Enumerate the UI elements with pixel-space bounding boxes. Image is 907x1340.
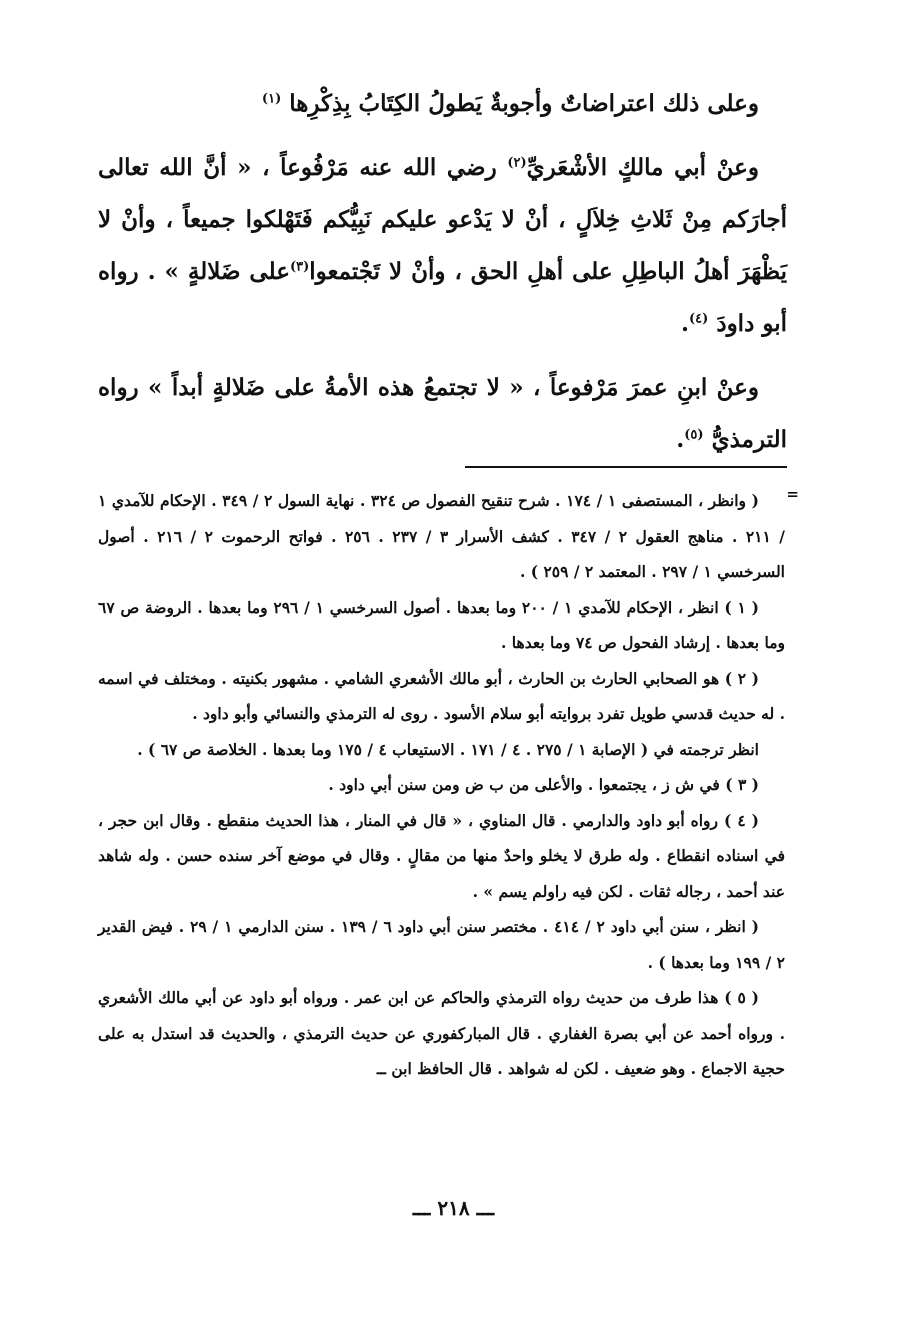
- footnote-continuation: ( وانظر ، المستصفى ١ / ١٧٤ . شرح تنقيح الفصول ص ٣٢٤ . نهاية السول ٢ / ٣٤٩ . الإحكام للآمدي ١ / ٢١١ . مناهج العقول ٢ / ٣٤٧ . كشف الأسرار ٣ / ٢٣٧ . ٢٥٦ . فواتح الرحموت ٢ / ٢١٦ . أصول السرخسي ١ / ٢٩٧ . المعتمد ٢ / ٢٥٩ ) .: [98, 491, 785, 581]
- footnote-ref-1: (١): [261, 91, 282, 107]
- footnote-4: ( ٤ ) رواه أبو داود والدارمي . قال المناوي ، « قال في المنار ، هذا الحديث منقطع . وقال ابن حجر ، في اسناده انقطاع . وله طرق لا يخلو واحدٌ منها من مقالٍ . وقال في موضع آخر سنده حسن . وله شاهد عند أحمد ، رجاله ثقات . لكن فيه راولم يسم » .: [98, 810, 785, 901]
- page-number: ـــ ٢١٨ ـــ: [412, 1196, 495, 1220]
- main-text: [98, 78, 787, 478]
- footnote-4-sources: ( انظر ، سنن أبي داود ٢ / ٤١٤ . مختصر سنن أبي داود ٦ / ١٣٩ . سنن الدارمي ١ / ٢٩ . فيض القدير ٢ / ١٩٩ وما بعدها ) .: [98, 917, 785, 972]
- footnote-ref-4: (٤): [689, 311, 709, 327]
- paragraph-text: وعلى ذلك اعتراضاتٌ وأجوبةٌ يَطولُ الكِتَابُ بِذِكْرِها: [289, 90, 759, 117]
- paragraph-text: رضي الله عنه مَرْفُوعاً ، « أنَّ الله تعالى أجارَكم مِنْ ثَلاثِ خِلاَلٍ ، أنْ لا يَدْعو عليكم نَبِيُّكم فَتَهْلكوا جميعاً ، وأنْ لا يَظْهَرَ أهلُ الباطِلِ على أهلِ الحق ، وأنْ لا تَجْتمعوا: [98, 154, 787, 285]
- paragraph-text: على ضَلالةٍ » . رواه أبو داودَ: [98, 258, 787, 337]
- paragraph-text: وعنْ أبي مالكٍ الأشْعَريِّ: [526, 154, 760, 181]
- footnote-1: ( ١ ) انظر ، الإحكام للآمدي ١ / ٢٠٠ وما بعدها . أصول السرخسي ١ / ٢٩٦ وما بعدها . الروضة ص ٦٧ وما بعدها . إرشاد الفحول ص ٧٤ وما بعدها .: [98, 597, 785, 652]
- main-paragraph-2: [98, 142, 787, 350]
- paragraph-text: وعنْ ابنِ عمرَ مَرْفوعاً ، « لا تجتمعُ هذه الأمةُ على ضَلالةٍ أبداً » رواه الترمذيُّ: [98, 374, 787, 453]
- footnote-5: ( ٥ ) هذا طرف من حديث رواه الترمذي والحاكم عن ابن عمر . ورواه أبو داود عن أبي مالك الأشعري . ورواه أحمد عن أبي بصرة الغفاري . قال المباركفوري عن حديث الترمذي ، والحديث قد استدل به على حجية الاجماع . وهو ضعيف . لكن له شواهد . قال الحافظ ابن ــ: [98, 988, 785, 1078]
- footnote-separator: [465, 466, 787, 468]
- paragraph-end: .: [676, 426, 685, 453]
- main-paragraph-3: [98, 362, 787, 466]
- footnote-ref-2: (٢): [507, 155, 527, 171]
- footnotes: [98, 483, 785, 1087]
- footnote-ref-5: (٥): [684, 427, 704, 443]
- footnote-2: ( ٢ ) هو الصحابي الحارث بن الحارث ، أبو مالك الأشعري الشامي . مشهور بكنيته . ومختلف في اسمه . له حديث قدسي طويل تفرد بروايته أبو سلام الأسود . روى له الترمذي والنسائي وأبو داود .: [98, 668, 785, 723]
- footnote-ref-3: (٣): [289, 259, 310, 275]
- footnote-3: ( ٣ ) في ش ز ، يجتمعوا . والأعلى من ب ض ومن سنن أبي داود .: [328, 775, 759, 794]
- footnote-2-sources: انظر ترجمته في ( الإصابة ١ / ٢٧٥ . ٤ / ١٧١ . الاستيعاب ٤ / ١٧٥ وما بعدها . الخلاصة ص ٦٧ ) .: [137, 739, 759, 759]
- main-paragraph-1: [98, 78, 787, 130]
- continuation-mark: =: [786, 485, 799, 503]
- paragraph-end: .: [681, 310, 690, 337]
